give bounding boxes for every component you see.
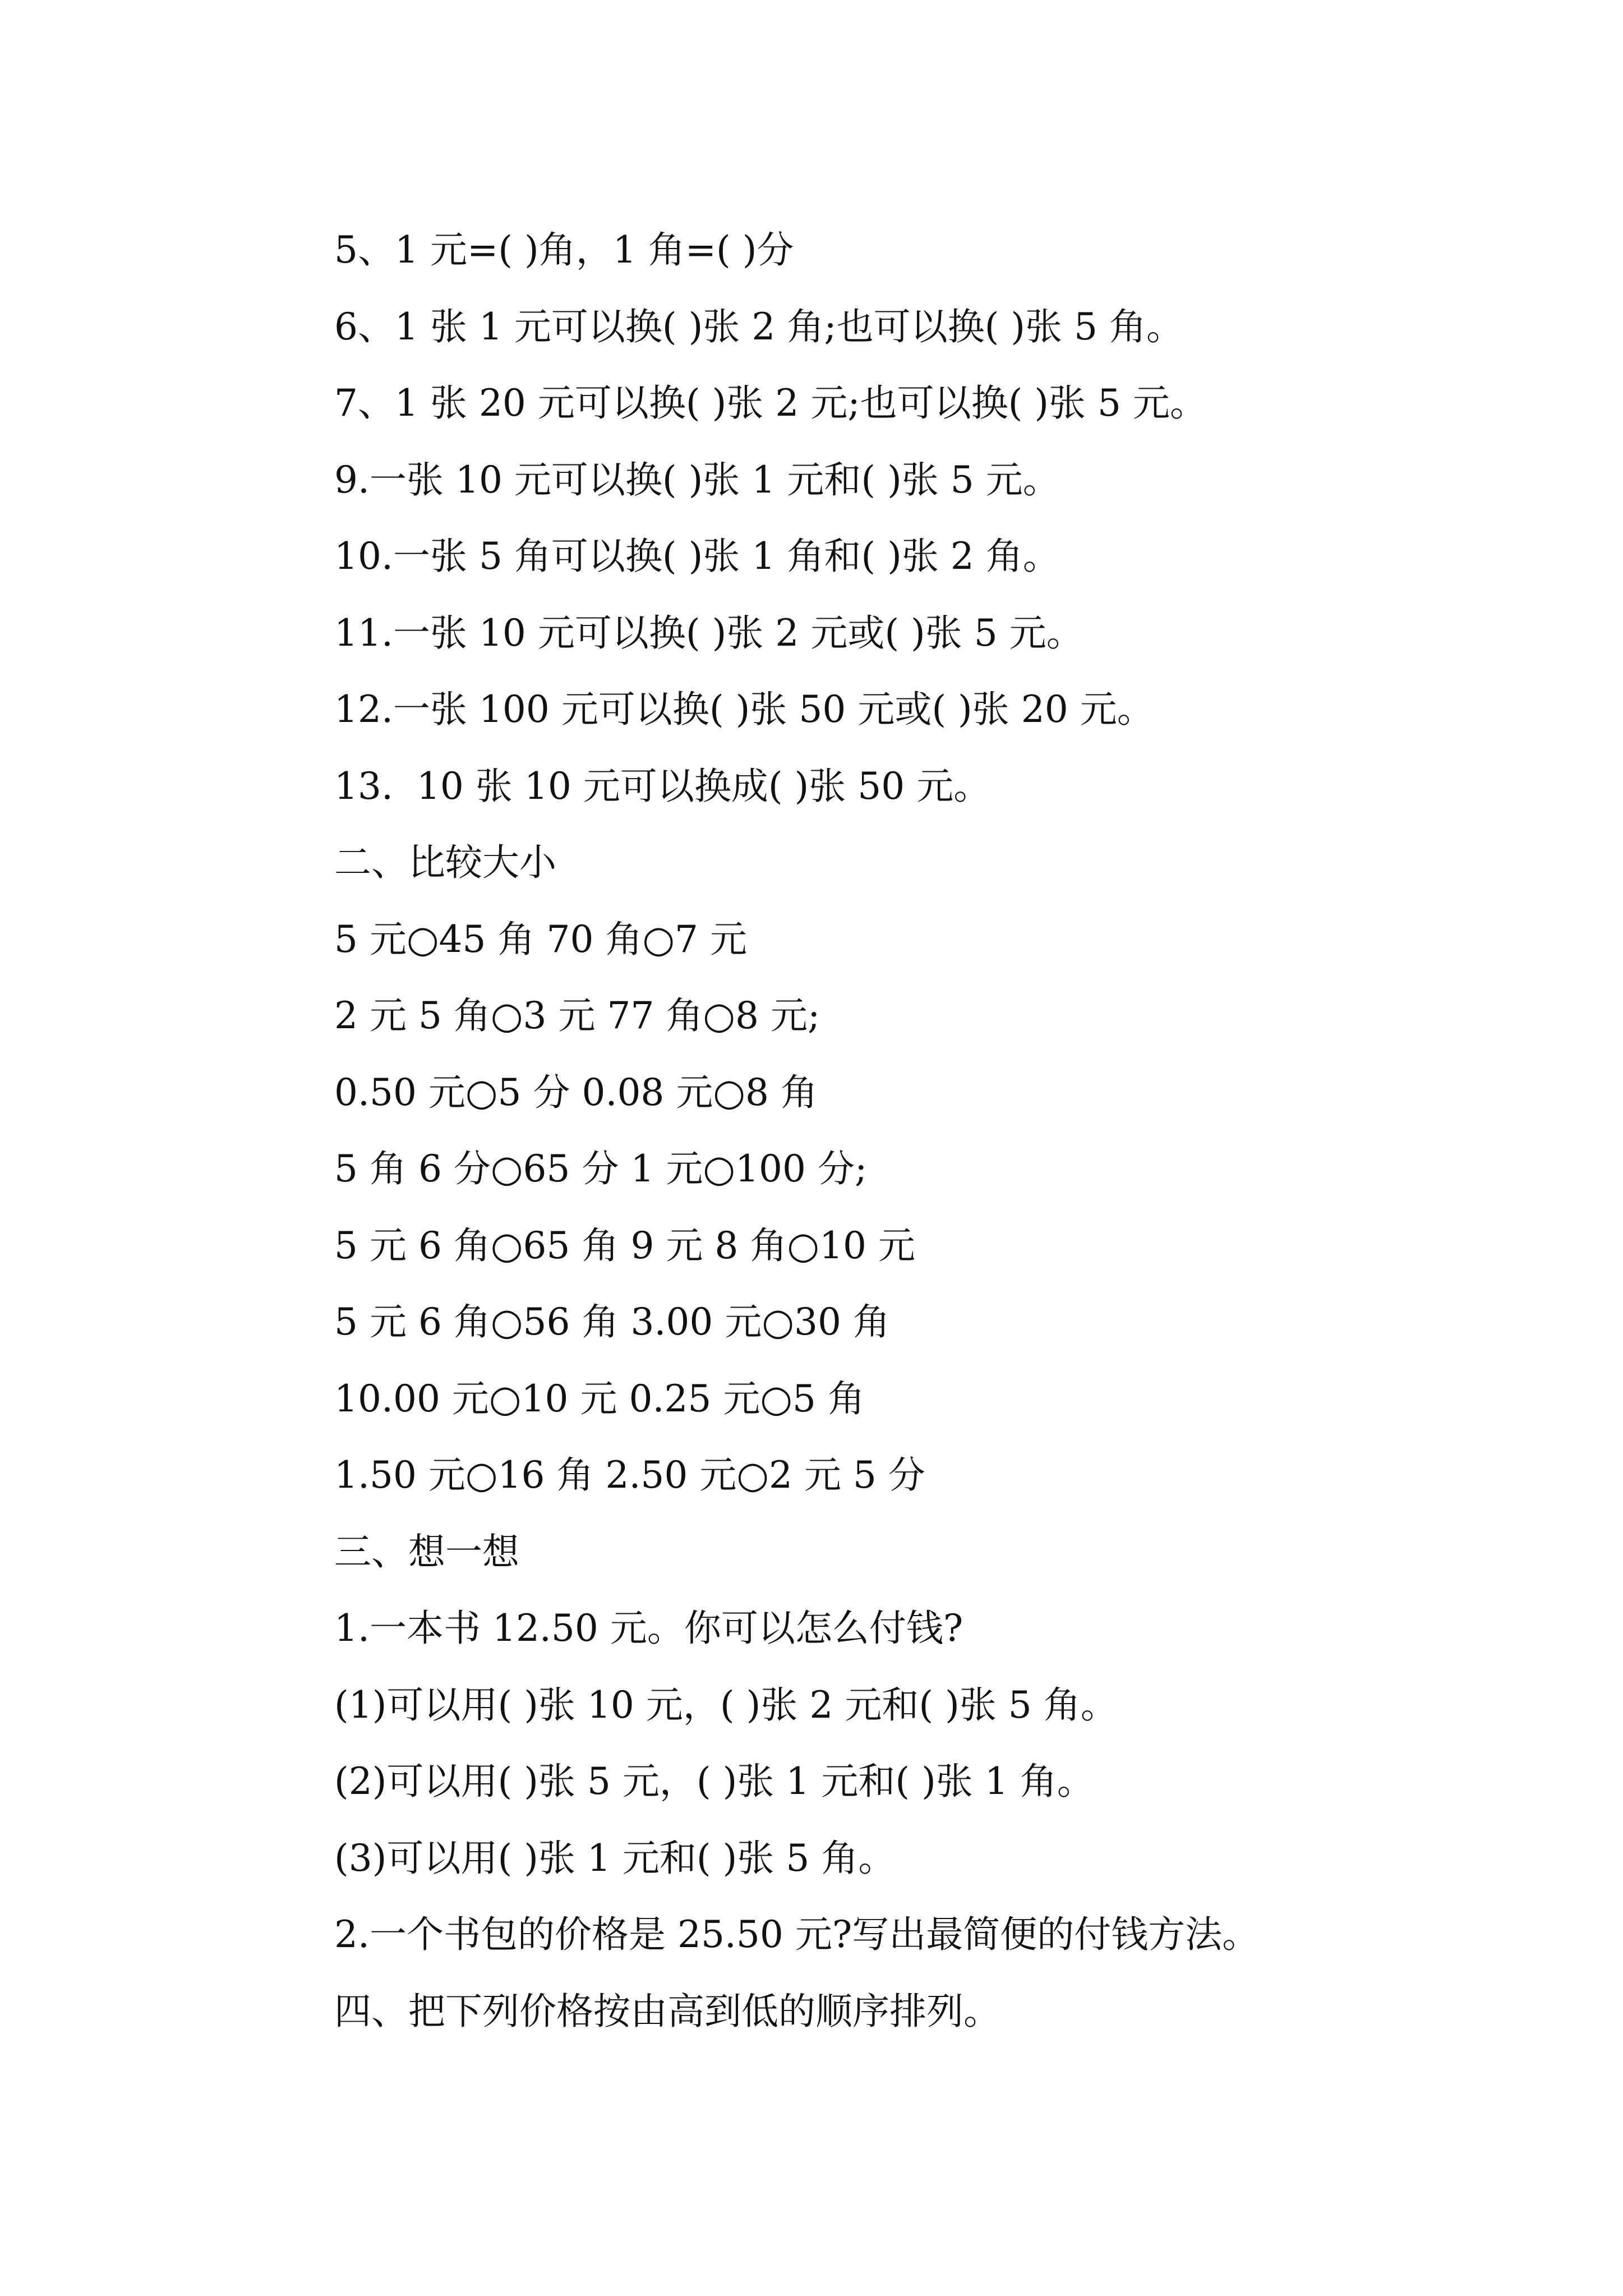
think-option-2: (2)可以用( )张 5 元，( )张 1 元和( )张 1 角。 <box>334 1760 1094 1803</box>
compare-row: 2 元 5 角○3 元 77 角○8 元; <box>334 994 820 1037</box>
compare-row: 1.50 元○16 角 2.50 元○2 元 5 分 <box>334 1453 925 1497</box>
think-option-1: (1)可以用( )张 10 元，( )张 2 元和( )张 5 角。 <box>334 1683 1118 1727</box>
compare-row: 5 元○45 角 70 角○7 元 <box>334 917 748 961</box>
question-13: 13. 10 张 10 元可以换成( )张 50 元。 <box>334 764 991 808</box>
think-question-1: 1.一本书 12.50 元。你可以怎么付钱? <box>334 1607 963 1650</box>
compare-row: 5 元 6 角○56 角 3.00 元○30 角 <box>334 1300 890 1343</box>
question-10: 10.一张 5 角可以换( )张 1 角和( )张 2 角。 <box>334 535 1060 578</box>
compare-row: 0.50 元○5 分 0.08 元○8 角 <box>334 1070 818 1114</box>
section-heading-think: 三、想一想 <box>334 1530 519 1573</box>
compare-row: 5 角 6 分○65 分 1 元○100 分; <box>334 1147 868 1190</box>
compare-row: 5 元 6 角○65 角 9 元 8 角○10 元 <box>334 1223 915 1267</box>
think-question-2: 2.一个书包的价格是 25.50 元?写出最简便的付钱方法。 <box>334 1913 1260 1956</box>
section-heading-compare: 二、比较大小 <box>334 841 556 884</box>
compare-row: 10.00 元○10 元 0.25 元○5 角 <box>334 1377 865 1420</box>
document-body <box>334 212 1540 2050</box>
section-heading-order: 四、把下列价格按由高到低的顺序排列。 <box>334 1989 1000 2033</box>
question-11: 11.一张 10 元可以换( )张 2 元或( )张 5 元。 <box>334 611 1083 655</box>
question-7: 7、1 张 20 元可以换( )张 2 元;也可以换( )张 5 元。 <box>334 381 1207 425</box>
question-12: 12.一张 100 元可以换( )张 50 元或( )张 20 元。 <box>334 688 1154 731</box>
question-6: 6、1 张 1 元可以换( )张 2 角;也可以换( )张 5 角。 <box>334 305 1184 348</box>
think-option-3: (3)可以用( )张 1 元和( )张 5 角。 <box>334 1836 896 1880</box>
question-5: 5、1 元=( )角，1 角=( )分 <box>334 228 794 272</box>
question-9: 9.一张 10 元可以换( )张 1 元和( )张 5 元。 <box>334 458 1060 501</box>
